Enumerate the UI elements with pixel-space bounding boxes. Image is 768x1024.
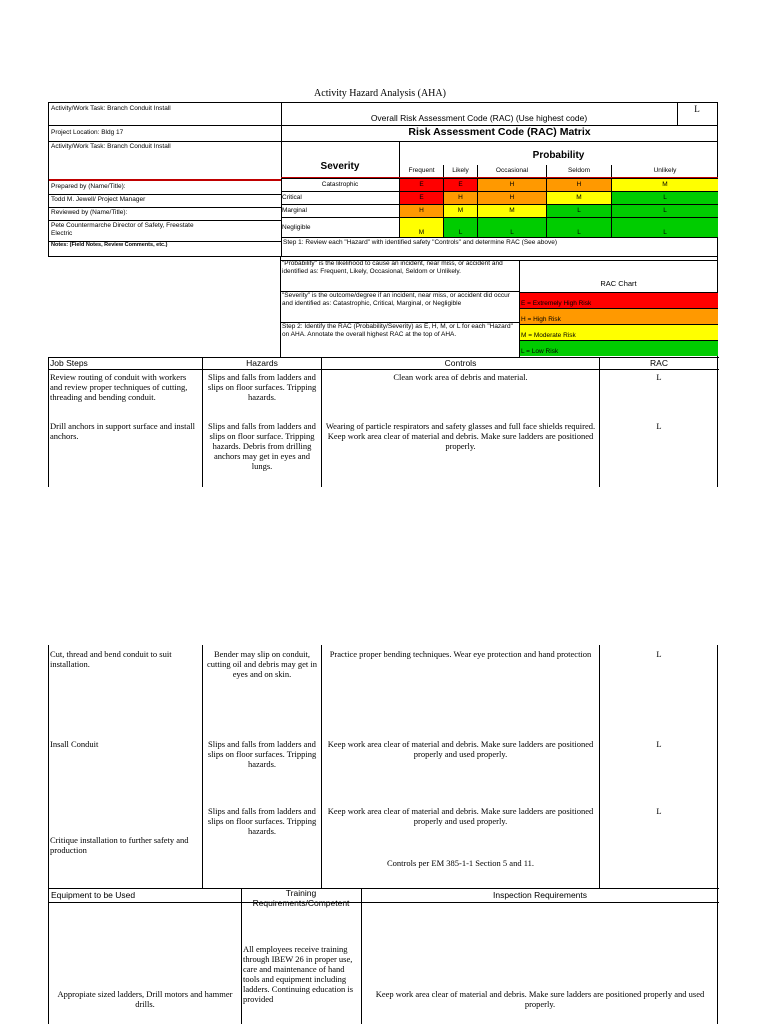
matrix-cell: L (611, 204, 718, 217)
rac-matrix (281, 165, 718, 237)
training-text: All employees receive training through IBEW 26 in proper use, care and maintenance of hand tools and equipment including ladders. Continuing education is provided (243, 944, 354, 1004)
hazard-1: Slips and falls from ladders and slips on floor surfaces. Tripping hazards. (207, 372, 317, 402)
step2-text: Step 2: Identify the RAC (Probability/Severity) as E, H, M, or L for each "Hazard" on AHA. Annotate the overall highest RAC at the top of AHA. (282, 323, 513, 338)
matrix-cell: M (546, 191, 611, 204)
job-step-4: Insall Conduit (50, 739, 99, 749)
control-4: Keep work area clear of material and debris. Make sure ladders are positioned properly and used properly. (327, 739, 594, 759)
prepared-by-value: Todd M. Jewell/ Project Manager (51, 196, 146, 203)
rac-5: L (656, 806, 662, 816)
matrix-cell: L (546, 204, 611, 217)
job-step-1: Review routing of conduit with workers and review proper techniques of cutting, threading and bending conduit. (50, 372, 188, 402)
rac-1: L (656, 372, 662, 382)
probability-col-frequent: Frequent (399, 165, 443, 177)
rac-chart-row: H = High Risk (520, 308, 718, 324)
job-step-3: Cut, thread and bend conduit to suit installation. (50, 649, 172, 669)
probability-definition: "Probability" is the likelihood to cause an incident, near miss, or accident and identified as: Frequent, Likely, Occasional, Seldom or Unlikely. (282, 260, 503, 275)
header-equipment: Equipment to be Used (51, 890, 136, 900)
hazard-2: Slips and falls from ladders and slips on floor surface. Tripping hazards. Debris from drilling anchors may get in eyes and lungs. (208, 421, 316, 471)
notes-label: Notes: (Field Notes, Review Comments, etc.) (51, 242, 168, 248)
matrix-cell: H (477, 178, 546, 191)
rac-chart-row: M = Moderate Risk (520, 324, 718, 340)
job-steps-table-page2 (48, 645, 718, 888)
page-title: Activity Hazard Analysis (AHA) (314, 88, 446, 99)
matrix-cell: L (443, 217, 477, 237)
header-controls: Controls (444, 358, 477, 368)
probability-col-occasional: Occasional (477, 165, 546, 177)
matrix-title: Risk Assessment Code (RAC) Matrix (408, 126, 591, 138)
rac-chart-row: E = Extremely High Risk (520, 292, 718, 308)
matrix-cell: E (443, 178, 477, 191)
rac-chart-title: RAC Chart (600, 279, 637, 288)
inspection-text: Keep work area clear of material and debris. Make sure ladders are positioned properly and used properly. (375, 989, 705, 1009)
matrix-cell: H (477, 191, 546, 204)
matrix-cell: L (546, 217, 611, 237)
equipment-table (48, 888, 718, 1024)
control-1: Clean work area of debris and material. (393, 372, 528, 382)
matrix-cell: L (477, 217, 546, 237)
overall-rac-label: Overall Risk Assessment Code (RAC) (Use highest code) (370, 113, 588, 123)
probability-col-seldom: Seldom (546, 165, 611, 177)
severity-catastrophic: Catastrophic (281, 178, 399, 191)
matrix-cell: H (399, 204, 443, 217)
prepared-by-label: Prepared by (Name/Title): (51, 183, 126, 190)
header-job-steps: Job Steps (50, 358, 88, 368)
severity-label: Severity (320, 161, 360, 172)
reviewed-by-value: Pete Countermarche Director of Safety, Freestate Electric (51, 222, 194, 237)
matrix-cell: H (546, 178, 611, 191)
overall-rac-value: L (694, 104, 700, 114)
rac-chart (520, 292, 718, 357)
matrix-cell: E (399, 178, 443, 191)
header-rac: RAC (650, 358, 668, 368)
activity-task-label-2: Activity/Work Task: Branch Conduit Install (51, 143, 171, 150)
header-hazards: Hazards (246, 358, 278, 368)
instructions-block (280, 257, 718, 357)
matrix-cell: L (611, 217, 718, 237)
matrix-cell: M (443, 204, 477, 217)
severity-definition: "Severity" is the outcome/degree if an incident, near miss, or accident did occur and identified as: Catastrophic, Critical, Marginal, or Negligible (282, 292, 510, 307)
matrix-cell: H (443, 191, 477, 204)
control-2: Wearing of particle respirators and safety glasses and full face shields required. Keep work area clear of material and debris. Make sure ladders are positioned properly. (325, 421, 596, 451)
aha-header-block (48, 102, 718, 257)
severity-marginal: Marginal (281, 204, 399, 217)
hazard-4: Slips and falls from ladders and slips on floor surfaces. Tripping hazards. (207, 739, 317, 769)
control-5: Keep work area clear of material and debris. Make sure ladders are positioned properly and used properly. (327, 806, 594, 826)
rac-chart-row: L = Low Risk (520, 340, 718, 356)
hazard-3: Bender may slip on conduit, cutting oil and debris may get in eyes and on skin. (206, 649, 317, 679)
control-3: Practice proper bending techniques. Wear eye protection and hand protection (329, 649, 592, 659)
job-step-2: Drill anchors in support surface and install anchors. (50, 421, 195, 441)
probability-label: Probability (532, 150, 585, 161)
equipment-text: Appropiate sized ladders, Drill motors and hammer drills. (57, 989, 233, 1009)
rac-3: L (656, 649, 662, 659)
reviewed-by-label: Reviewed by (Name/Title): (51, 209, 128, 216)
header-inspection: Inspection Requirements (492, 890, 588, 900)
activity-task-label: Activity/Work Task: Branch Conduit Install (51, 105, 171, 112)
control-5-extra: Controls per EM 385-1-1 Section 5 and 11. (387, 858, 534, 868)
matrix-cell: L (611, 191, 718, 204)
rac-4: L (656, 739, 662, 749)
project-location: Project Location: Bldg 17 (51, 129, 124, 136)
header-training: Training Requirements/Competent (252, 888, 350, 908)
severity-negligible: Negligible (281, 217, 399, 237)
job-steps-table-page1 (48, 357, 718, 487)
matrix-cell: E (399, 191, 443, 204)
step1-text: Step 1: Review each "Hazard" with identified safety "Controls" and determine RAC (See above) (283, 239, 558, 246)
matrix-cell: M (611, 178, 718, 191)
probability-col-unlikely: Unlikely (611, 165, 718, 177)
rac-2: L (656, 421, 662, 431)
probability-col-likely: Likely (443, 165, 477, 177)
severity-critical: Critical (281, 191, 399, 204)
job-step-5: Critique installation to further safety and production (50, 835, 189, 855)
matrix-cell: M (477, 204, 546, 217)
matrix-cell: M (399, 217, 443, 237)
hazard-5: Slips and falls from ladders and slips on floor surfaces. Tripping hazards. (207, 806, 317, 836)
